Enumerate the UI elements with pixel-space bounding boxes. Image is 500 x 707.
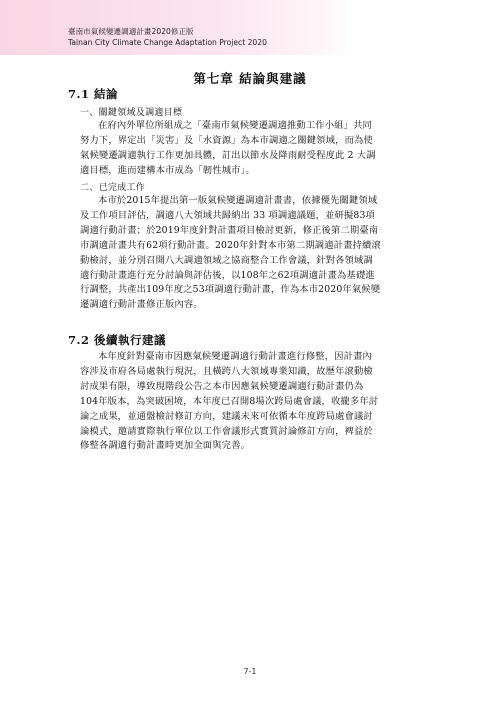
text-line: 本年度針對臺南市因應氣候變遷調適行動計畫進行修整，因計畫內 [98,351,372,362]
text-line: 動檢討，並分別召開八大調適領域之協商整合工作會議，針對各領域調 [80,254,373,266]
chapter-title: 第七章 結論與建議 [193,71,307,86]
text-line: 討成果有限，導致現階段公告之本市因應氣候變遷調適行動計畫仍為 [80,380,364,392]
section-title-recommendations: 7.2 後續執行建議 [68,333,167,347]
text-line: 本市於2015年提出第一版氣候變遷調適計畫書，依據優先關鍵領域 [98,195,378,206]
text-line: 及工作項目評估，調適八大領域共歸納出 33 項調適議題，並研擬83項 [80,209,375,221]
header-title-en: Tainan City Climate Change Adaptation Project 2020 [68,37,267,47]
text-line: 論之成果，並通盤檢討修訂方向，建議未來可依循本年度跨局處會議討 [80,410,373,422]
subsection-heading-completed-work: 二、已完成工作 [80,183,146,193]
text-line: 遷調適行動計畫修正版內容。 [80,299,203,311]
text-line: 調適行動計畫；於2019年度針對計畫項目檢討更新，修正後第二期臺南 [80,224,379,236]
running-header [68,27,267,48]
text-line: 容涉及市府各局處執行現況，且橫跨八大領域專業知識，故歷年滾動檢 [80,365,373,377]
text-line: 104年版本，為突破困境，本年度已召開8場次跨局處會議，收攏多年討 [80,395,379,407]
header-title-zh: 臺南市氣候變遷調適計畫2020修正版 [68,27,194,36]
section-title-conclusion: 7.1 結論 [68,87,119,101]
paragraph-recommendations [80,350,430,454]
text-line: 修整各調適行動計畫時更加全面與完善。 [80,440,251,452]
text-line: 論模式，邀請實際執行單位以工作會議形式實質討論修訂方向，裨益於 [80,425,373,437]
paragraph-key-areas [80,119,430,179]
text-line: 市調適計畫共有62項行動計畫。2020年針對本市第二期調適計畫持續滾 [80,239,381,251]
page-number: 7-1 [243,667,257,676]
text-line: 努力下，界定出「災害」及「水資源」為本市調適之關鍵領域，而為使 [80,134,373,146]
paragraph-completed-work [80,194,430,313]
text-line: 行調整，共產出109年度之53項調適行動計畫，作為本市2020年氣候變 [80,284,381,296]
subsection-heading-key-areas: 一、關鍵領域及調適目標 [80,108,183,118]
text-line: 適目標，進而建構本市成為「韌性城市」。 [80,164,255,176]
text-line: 氣候變遷調適執行工作更加具體，訂出以節水及降雨耐受程度此 2 大調 [80,149,376,161]
text-line: 適行動計畫進行充分討論與評估後，以108年之62項調適計畫為基礎進 [80,269,375,281]
header-band [0,0,355,55]
text-line: 在府內外單位所組成之「臺南市氣候變遷調適推動工作小組」共同 [98,120,372,131]
